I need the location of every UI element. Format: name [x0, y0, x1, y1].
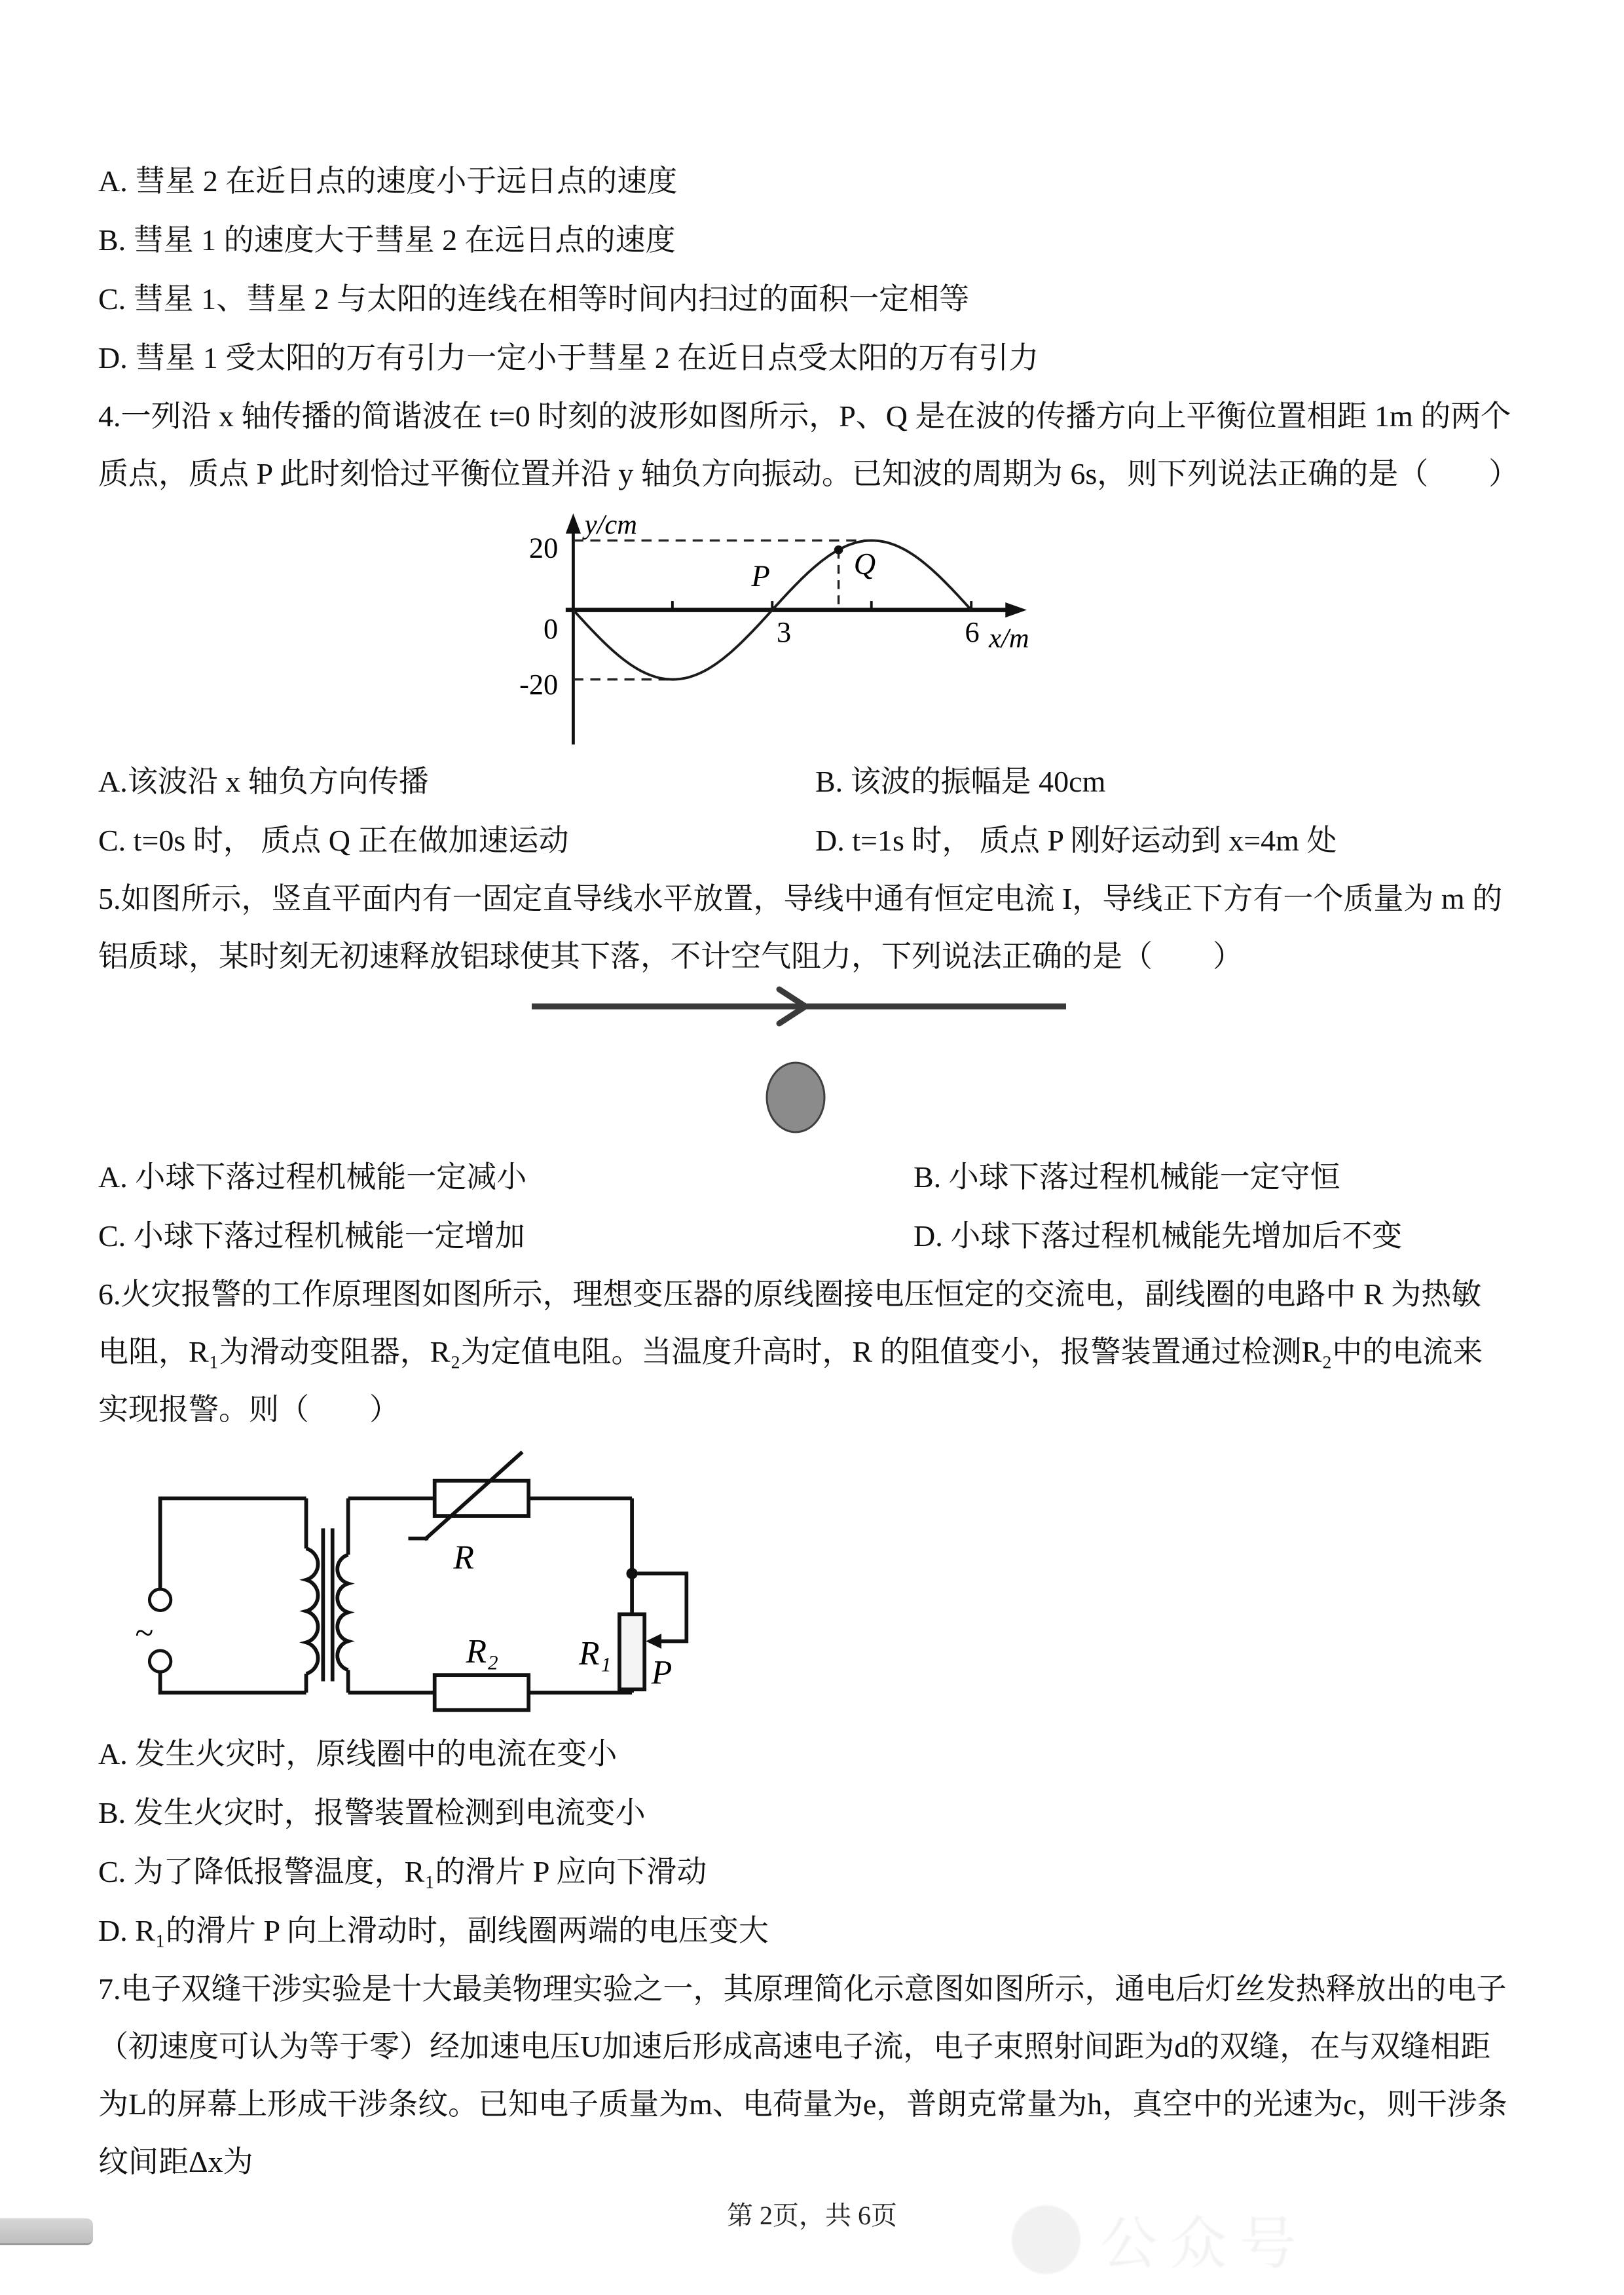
q5-options-row2: [98, 1207, 1529, 1266]
q3-option-d: D. 彗星 1 受太阳的万有引力一定小于彗星 2 在近日点受太阳的万有引力: [98, 341, 1039, 375]
q6-option-d: D. R₁的滑片 P 向上滑动时，副线圈两端的电压变大: [98, 1914, 769, 1947]
x-axis-label: x/m: [989, 623, 1029, 654]
q5-option-c: C. 小球下落过程机械能一定增加: [98, 1219, 525, 1253]
q4-options-row2: [98, 811, 1529, 870]
q4-option-d: D. t=1s 时， 质点 P 刚好运动到 x=4m 处: [815, 824, 1337, 857]
q7-stem-line1: 7.电子双缝干涉实验是十大最美物理实验之一，其原理简化示意图如图所示，通电后灯丝发热释放出的电子: [98, 1972, 1507, 2006]
q6-stem-line1: 6.火灾报警的工作原理图如图所示，理想变压器的原线圈接电压恒定的交流电，副线圈的电路中 R 为热敏: [98, 1277, 1482, 1311]
watermark-text: 公众号: [1100, 2213, 1309, 2277]
q4-options-row1: [98, 752, 1529, 811]
primary-coil: [306, 1549, 318, 1674]
rheostat-body: [619, 1614, 644, 1689]
q7-stem-line3: 为L的屏幕上形成干涉条纹。已知电子质量为m、电荷量为e，普朗克常量为h，真空中的光速为c，则干涉条: [98, 2087, 1507, 2121]
q5-option-d: D. 小球下落过程机械能先增加后不变: [913, 1219, 1403, 1253]
q5-stem-line2: 铝质球，某时刻无初速释放铝球使其下落，不计空气阻力，下列说法正确的是（ ）: [98, 940, 1243, 973]
wire-ball-diagram: [530, 989, 1067, 1140]
point-q-dot: [834, 545, 843, 555]
circuit-diagram: [124, 1445, 779, 1721]
q4-option-c: C. t=0s 时， 质点 Q 正在做加速运动: [98, 824, 569, 857]
q4-stem-line2: 质点，质点 P 此时刻恰过平衡位置并沿 y 轴负方向振动。已知波的周期为 6s，则下列说法正确的是（ ）: [98, 457, 1519, 490]
page-content: [98, 0, 1529, 2191]
q6-stem-line2: 电阻，R₁为滑动变阻器，R₂为定值电阻。当温度升高时，R 的阻值变小，报警装置通过检测R₂中的电流来: [98, 1335, 1483, 1368]
q4-option-b: B. 该波的振幅是 40cm: [815, 765, 1106, 798]
slider-label: P: [651, 1654, 673, 1692]
ac-source-symbol: ~: [134, 1614, 153, 1652]
xtick-3: 3: [777, 615, 792, 648]
ytick-0: 0: [544, 612, 559, 645]
wave-chart: [491, 509, 1029, 746]
xtick-6: 6: [965, 615, 980, 648]
q5-stem-line1: 5.如图所示，竖直平面内有一固定直导线水平放置，导线中通有恒定电流 I，导线正下方有一个质量为 m 的: [98, 882, 1503, 915]
wire-ball-figure: [530, 989, 1067, 1140]
thermistor-label: R: [453, 1539, 474, 1577]
slider-arrow-icon: [646, 1634, 661, 1649]
point-q-label: Q: [853, 547, 876, 581]
q7-stem-line2: （初速度可认为等于零）经加速电压U加速后形成高速电子流，电子束照射间距为d的双缝，在与双缝相距: [98, 2030, 1491, 2063]
rheostat-label: R₁: [578, 1634, 612, 1672]
q4-stem-line1: 4.一列沿 x 轴传播的简谐波在 t=0 时刻的波形如图所示，P、Q 是在波的传播方向上平衡位置相距 1m 的两个: [98, 399, 1511, 433]
q4-option-a: A.该波沿 x 轴负方向传播: [98, 765, 429, 798]
x-axis-arrow: [1005, 602, 1027, 617]
q5-option-b: B. 小球下落过程机械能一定守恒: [913, 1160, 1340, 1194]
q6-option-b: B. 发生火灾时，报警装置检测到电流变小: [98, 1796, 646, 1829]
q5-options-row1: [98, 1148, 1529, 1207]
y-axis-arrow: [566, 513, 581, 534]
q5-option-a: A. 小球下落过程机械能一定减小: [98, 1160, 527, 1194]
q3-option-b: B. 彗星 1 的速度大于彗星 2 在远日点的速度: [98, 223, 676, 257]
scrollbar-thumb[interactable]: [0, 2218, 93, 2245]
circuit-figure: [124, 1445, 779, 1721]
watermark-logo-icon: [1012, 2205, 1080, 2274]
q7-stem-line4: 纹间距Δx为: [98, 2145, 253, 2178]
source-terminal-bottom: [149, 1651, 171, 1672]
y-axis-label: y/cm: [584, 509, 637, 540]
aluminum-ball: [767, 1063, 824, 1132]
primary-wire-top-left: [160, 1498, 306, 1588]
q6-option-a: A. 发生火灾时，原线圈中的电流在变小: [98, 1737, 618, 1771]
wave-figure: [491, 509, 1029, 746]
ytick-20: 20: [528, 531, 559, 564]
ytick-neg20: -20: [519, 667, 559, 701]
q3-option-a: A. 彗星 2 在近日点的速度小于远日点的速度: [98, 164, 678, 198]
q3-option-c: C. 彗星 1、彗星 2 与太阳的连线在相等时间内扫过的面积一定相等: [98, 282, 970, 316]
primary-wire-bottom-left: [160, 1672, 306, 1693]
watermark: [1012, 2200, 1588, 2279]
fixed-resistor-body: [435, 1675, 529, 1710]
page-number-footer: 第 2页，共 6页: [727, 2201, 897, 2230]
secondary-coil: [337, 1554, 348, 1670]
q6-option-c: C. 为了降低报警温度，R₁的滑片 P 应向下滑动: [98, 1855, 707, 1888]
source-terminal-top: [149, 1589, 171, 1611]
point-p-label: P: [751, 559, 770, 593]
fixed-resistor-label: R₂: [466, 1633, 499, 1671]
q6-stem-line3: 实现报警。则（ ）: [98, 1393, 399, 1426]
